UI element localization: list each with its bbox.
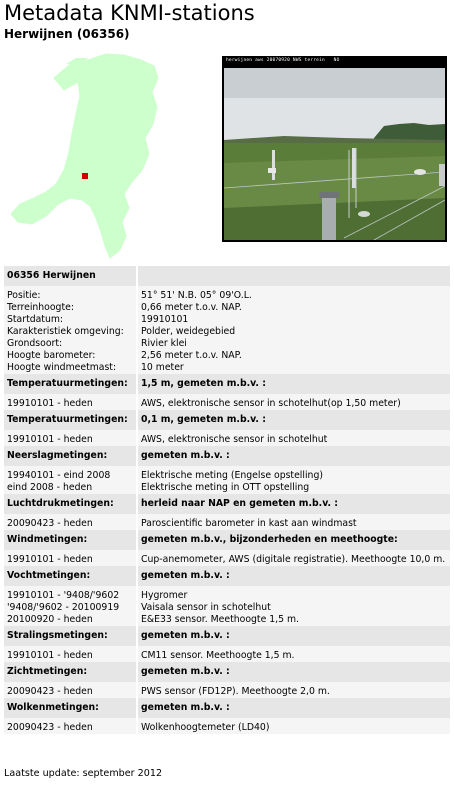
measurement-row-value: E&E33 sensor. Meethoogte 1,5 m. xyxy=(137,614,450,626)
info-row-label: Hoogte windmeetmast: xyxy=(4,362,137,374)
section-header-row-value: herleid naar NAP en gemeten m.b.v. : xyxy=(137,494,450,514)
measurement-row xyxy=(4,430,450,446)
section-header-row xyxy=(4,530,450,550)
measurement-row-label: 19910101 - heden xyxy=(4,394,137,410)
measurement-row-label: 20090423 - heden xyxy=(4,514,137,530)
section-header-row xyxy=(4,446,450,466)
last-update-text: Laatste update: september 2012 xyxy=(4,768,163,779)
section-header-row-value: gemeten m.b.v., bijzonderheden en meethoogte: xyxy=(137,530,450,550)
info-row-label: Karakteristiek omgeving: xyxy=(4,326,137,338)
info-row xyxy=(4,350,450,362)
section-header-row-label: Temperatuurmetingen: xyxy=(4,374,137,394)
info-row-label: Hoogte barometer: xyxy=(4,350,137,362)
info-row-label: Startdatum: xyxy=(4,314,137,326)
measurement-row-label: 19910101 - heden xyxy=(4,646,137,662)
info-row-value: Rivier klei xyxy=(137,338,450,350)
measurement-row-label: eind 2008 - heden xyxy=(4,482,137,494)
measurement-row-label: 20100920 - heden xyxy=(4,614,137,626)
terrain-image xyxy=(224,68,445,240)
section-header-row-label: Wolkenmetingen: xyxy=(4,698,137,718)
station-marker xyxy=(82,173,88,179)
measurement-row-label: 19940101 - eind 2008 xyxy=(4,466,137,482)
metadata-table xyxy=(4,266,450,734)
section-header-row-label: Stralingsmetingen: xyxy=(4,626,137,646)
measurement-row-label: 19910101 - heden xyxy=(4,430,137,446)
info-row-value: 10 meter xyxy=(137,362,450,374)
measurement-row-value: AWS, elektronische sensor in schotelhut xyxy=(137,430,450,446)
measurement-row xyxy=(4,682,450,698)
section-header-row xyxy=(4,566,450,586)
measurement-row-value: Hygromer xyxy=(137,586,450,602)
section-header-row-value: gemeten m.b.v. : xyxy=(137,566,450,586)
info-row xyxy=(4,286,450,302)
info-row xyxy=(4,362,450,374)
measurement-row xyxy=(4,602,450,614)
page-title: Metadata KNMI-stations xyxy=(4,1,255,25)
section-header-row-label: Luchtdrukmetingen: xyxy=(4,494,137,514)
netherlands-map xyxy=(6,52,164,262)
measurement-row xyxy=(4,718,450,734)
station-header-label: 06356 Herwijnen xyxy=(4,266,137,286)
section-header-row-value: gemeten m.b.v. : xyxy=(137,662,450,682)
section-header-row xyxy=(4,662,450,682)
measurement-row-value: PWS sensor (FD12P). Meethoogte 2,0 m. xyxy=(137,682,450,698)
info-row-value: 2,56 meter t.o.v. NAP. xyxy=(137,350,450,362)
measurement-row-label: 19910101 - heden xyxy=(4,550,137,566)
measurement-row-value: CM11 sensor. Meethoogte 1,5 m. xyxy=(137,646,450,662)
measurement-row xyxy=(4,646,450,662)
section-header-row-value: 1,5 m, gemeten m.b.v. : xyxy=(137,374,450,394)
station-header-row xyxy=(4,266,450,286)
info-row xyxy=(4,338,450,350)
measurement-row xyxy=(4,466,450,482)
measurement-row xyxy=(4,614,450,626)
info-row xyxy=(4,326,450,338)
measurement-row-label: 20090423 - heden xyxy=(4,718,137,734)
measurement-row-value: Wolkenhoogtemeter (LD40) xyxy=(137,718,450,734)
measurement-row xyxy=(4,550,450,566)
section-header-row-label: Vochtmetingen: xyxy=(4,566,137,586)
map-land-shape xyxy=(11,54,158,258)
measurement-row-label: 19910101 - '9408/'9602 xyxy=(4,586,137,602)
info-row-value: 19910101 xyxy=(137,314,450,326)
info-row-label: Terreinhoogte: xyxy=(4,302,137,314)
measurement-row-label: '9408/'9602 - 20100919 xyxy=(4,602,137,614)
section-header-row xyxy=(4,698,450,718)
section-header-row xyxy=(4,626,450,646)
info-row-value: 0,66 meter t.o.v. NAP. xyxy=(137,302,450,314)
measurement-row-value: Vaisala sensor in schotelhut xyxy=(137,602,450,614)
section-header-row xyxy=(4,374,450,394)
measurement-row xyxy=(4,586,450,602)
section-header-row-value: 0,1 m, gemeten m.b.v. : xyxy=(137,410,450,430)
photo-caption: herwijnen aws 20070920 NWS terrein NO xyxy=(226,58,340,63)
measurement-row-value: Elektrische meting in OTT opstelling xyxy=(137,482,450,494)
info-row-value: Polder, weidegebied xyxy=(137,326,450,338)
station-header-value xyxy=(137,266,450,286)
station-photo xyxy=(222,56,447,242)
measurement-row xyxy=(4,394,450,410)
metadata-table-body xyxy=(4,266,450,734)
section-header-row-label: Neerslagmetingen: xyxy=(4,446,137,466)
measurement-row xyxy=(4,514,450,530)
info-row xyxy=(4,314,450,326)
section-header-row-label: Windmetingen: xyxy=(4,530,137,550)
measurement-row-label: 20090423 - heden xyxy=(4,682,137,698)
section-header-row-value: gemeten m.b.v. : xyxy=(137,446,450,466)
info-row-label: Grondsoort: xyxy=(4,338,137,350)
section-header-row xyxy=(4,410,450,430)
measurement-row-value: Paroscientific barometer in kast aan windmast xyxy=(137,514,450,530)
measurement-row-value: Elektrische meting (Engelse opstelling) xyxy=(137,466,450,482)
measurement-row xyxy=(4,482,450,494)
info-row xyxy=(4,302,450,314)
section-header-row-label: Temperatuurmetingen: xyxy=(4,410,137,430)
info-row-label: Positie: xyxy=(4,286,137,302)
measurement-row-value: AWS, elektronische sensor in schotelhut(op 1,50 meter) xyxy=(137,394,450,410)
section-header-row-label: Zichtmetingen: xyxy=(4,662,137,682)
station-subtitle: Herwijnen (06356) xyxy=(4,27,130,41)
section-header-row xyxy=(4,494,450,514)
section-header-row-value: gemeten m.b.v. : xyxy=(137,698,450,718)
measurement-row-value: Cup-anemometer, AWS (digitale registratie). Meethoogte 10,0 m. xyxy=(137,550,450,566)
info-row-value: 51° 51' N.B. 05° 09'O.L. xyxy=(137,286,450,302)
section-header-row-value: gemeten m.b.v. : xyxy=(137,626,450,646)
